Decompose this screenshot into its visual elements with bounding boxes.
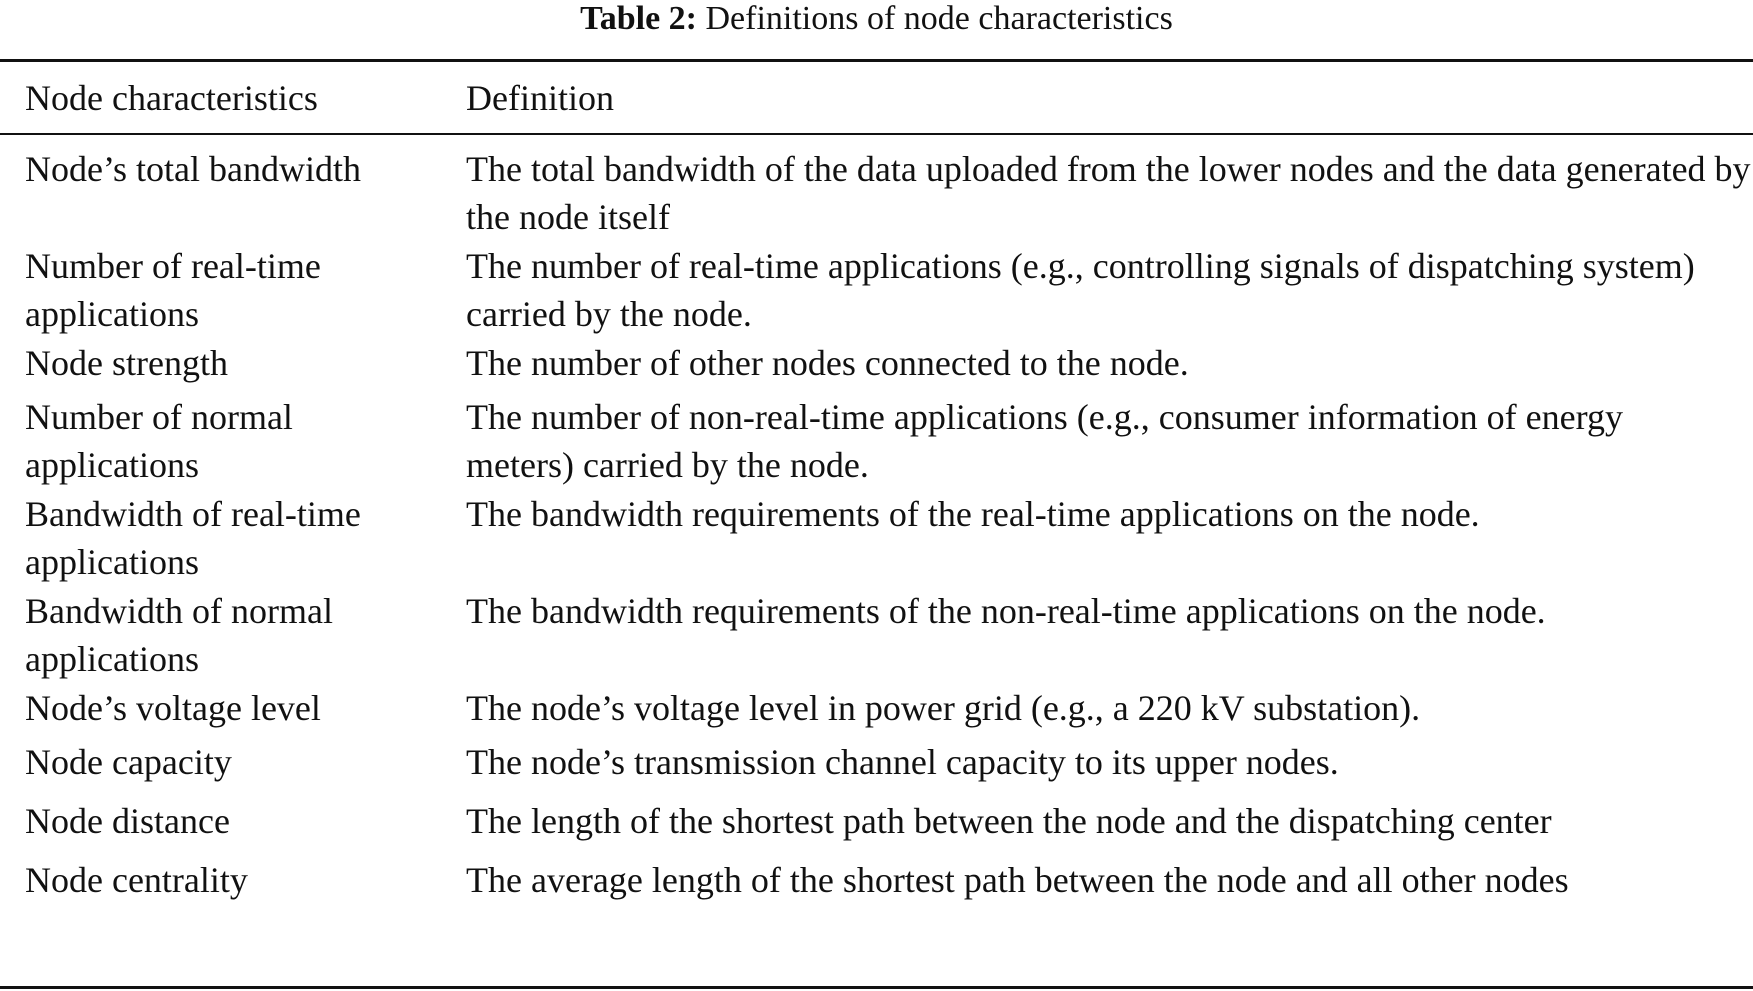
- table-caption-label: Table 2:: [580, 0, 697, 37]
- row-definition: The number of non-real-time applications (e.g., consumer information of energy meters) carried by the node.: [466, 397, 1623, 485]
- table-bottom-rule: [0, 986, 1753, 989]
- table-caption-text: Definitions of node characteristics: [705, 0, 1173, 37]
- table-caption: [0, 0, 1753, 38]
- row-characteristic: Node distance: [25, 801, 230, 841]
- header-definition: Definition: [466, 78, 614, 118]
- table-top-rule: [0, 59, 1753, 62]
- row-definition: The number of real-time applications (e.g., controlling signals of dispatching system) carried by the node.: [466, 246, 1695, 334]
- table-header-row: [0, 74, 1753, 122]
- row-definition: The bandwidth requirements of the non-real-time applications on the node.: [466, 591, 1546, 631]
- row-characteristic: Number of normal applications: [25, 397, 293, 485]
- row-definition: The length of the shortest path between the node and the dispatching center: [466, 801, 1552, 841]
- row-characteristic: Node capacity: [25, 742, 232, 782]
- row-characteristic: Number of real-time applications: [25, 246, 321, 334]
- row-characteristic: Bandwidth of real-time applications: [25, 494, 361, 582]
- row-definition: The number of other nodes connected to the node.: [466, 343, 1189, 383]
- row-characteristic: Node centrality: [25, 860, 248, 900]
- row-characteristic: Node’s voltage level: [25, 688, 321, 728]
- row-definition: The average length of the shortest path between the node and all other nodes: [466, 860, 1569, 900]
- row-definition: The bandwidth requirements of the real-time applications on the node.: [466, 494, 1480, 534]
- row-characteristic: Bandwidth of normal applications: [25, 591, 333, 679]
- row-definition: The node’s transmission channel capacity to its upper nodes.: [466, 742, 1339, 782]
- row-definition: The total bandwidth of the data uploaded from the lower nodes and the data generated by the node itself: [466, 149, 1751, 237]
- row-definition: The node’s voltage level in power grid (e.g., a 220 kV substation).: [466, 688, 1421, 728]
- table-header-rule: [0, 133, 1753, 135]
- row-characteristic: Node strength: [25, 343, 228, 383]
- row-characteristic: Node’s total bandwidth: [25, 149, 361, 189]
- header-node-characteristics: Node characteristics: [25, 78, 318, 118]
